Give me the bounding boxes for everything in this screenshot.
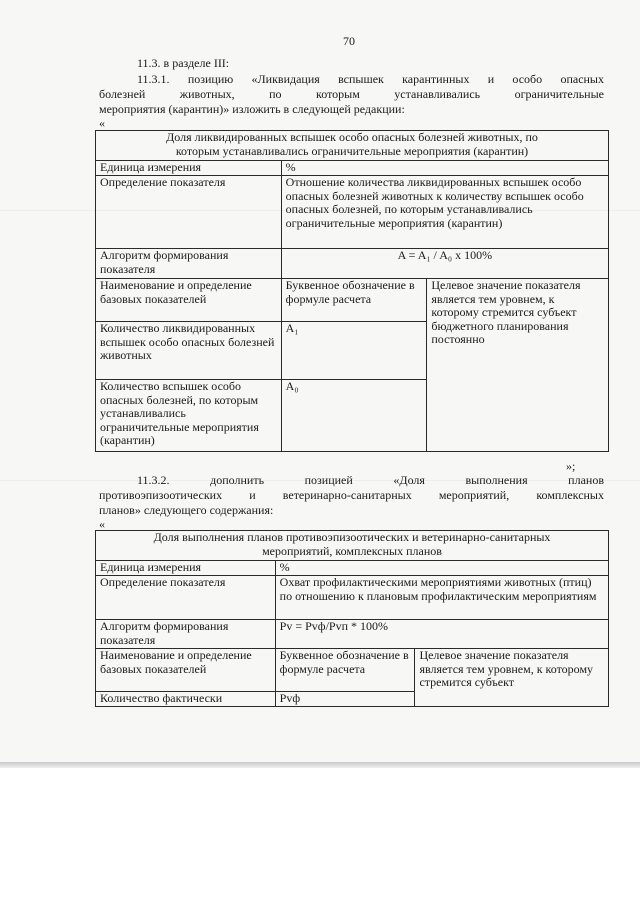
- table1-title: Доля ликвидированных вспышек особо опасных болезней животных, по которым устанавливались ограничительные мероприятия (карантин): [96, 131, 609, 161]
- table2-algorithm-label: Алгоритм формирования показателя: [96, 620, 276, 649]
- quote-open-2: «: [99, 517, 105, 531]
- table2-definition-label: Определение показателя: [96, 576, 276, 620]
- table1-target-text: Целевое значение показателя является тем уровнем, к которому стремится субъект бюджетного планирования постоянно: [427, 279, 609, 452]
- table2-title: Доля выполнения планов противоэпизоотических и ветеринарно-санитарных мероприятий, комплексных планов: [96, 531, 609, 561]
- table2-target-text: Целевое значение показателя является тем уровнем, к которому стремится субъект: [415, 649, 609, 707]
- table2-symbol-header: Буквенное обозначение в формуле расчета: [275, 649, 415, 692]
- quote-close-1: »;: [566, 459, 576, 473]
- table2-definition-value: Охват профилактическими мероприятиями животных (птиц) по отношению к плановым профилактическим мероприятиям: [275, 576, 608, 620]
- intro-line-4: мероприятия (карантин)» изложить в следующей редакции:: [99, 102, 405, 116]
- table1-row2-symbol: A₀: [281, 380, 427, 452]
- table1-algorithm-value: A = A₁ / A₀ x 100%: [281, 249, 608, 279]
- table2-base-label: Наименование и определение базовых показателей: [96, 649, 276, 692]
- table1-definition-label: Определение показателя: [96, 176, 282, 249]
- table2-row1-symbol: Pvф: [275, 692, 415, 707]
- indicator-table-1: [95, 130, 609, 452]
- middle-line-1: 11.3.2. дополнить позицией «Доля выполнения планов: [137, 473, 604, 487]
- table1-row1-symbol: A₁: [281, 322, 427, 380]
- page-number: 70: [343, 34, 355, 48]
- page-edge-shadow: [0, 762, 640, 768]
- intro-line-1: 11.3. в разделе III:: [137, 56, 230, 70]
- middle-line-2: противоэпизоотических и ветеринарно-санитарных мероприятий, комплексных: [99, 488, 604, 502]
- table2-unit-value: %: [275, 561, 608, 576]
- table1-algorithm-label: Алгоритм формирования показателя: [96, 249, 282, 279]
- table1-definition-value: Отношение количества ликвидированных вспышек особо опасных болезней животных к количеству вспышек особо опасных болезней, по которым устанавливались ограничительные мероприятия (карантин): [281, 176, 608, 249]
- indicator-table-2: [95, 530, 609, 707]
- intro-line-3: болезней животных, по которым устанавливались ограничительные: [99, 87, 604, 101]
- table1-base-label: Наименование и определение базовых показателей: [96, 279, 282, 322]
- intro-line-2: 11.3.1. позицию «Ликвидация вспышек карантинных и особо опасных: [137, 72, 604, 86]
- table1-symbol-header: Буквенное обозначение в формуле расчета: [281, 279, 427, 322]
- table1-unit-label: Единица измерения: [96, 161, 282, 176]
- quote-open-1: «: [99, 116, 105, 130]
- table2-row1-name: Количество фактически: [96, 692, 276, 707]
- table2-unit-label: Единица измерения: [96, 561, 276, 576]
- table1-unit-value: %: [281, 161, 608, 176]
- table1-row1-name: Количество ликвидированных вспышек особо опасных болезней животных: [96, 322, 282, 380]
- middle-line-3: планов» следующего содержания:: [99, 503, 274, 517]
- table2-algorithm-value: Pv = Pvф/Pvп * 100%: [275, 620, 608, 649]
- table1-row2-name: Количество вспышек особо опасных болезней, по которым устанавливались ограничительные мероприятия (карантин): [96, 380, 282, 452]
